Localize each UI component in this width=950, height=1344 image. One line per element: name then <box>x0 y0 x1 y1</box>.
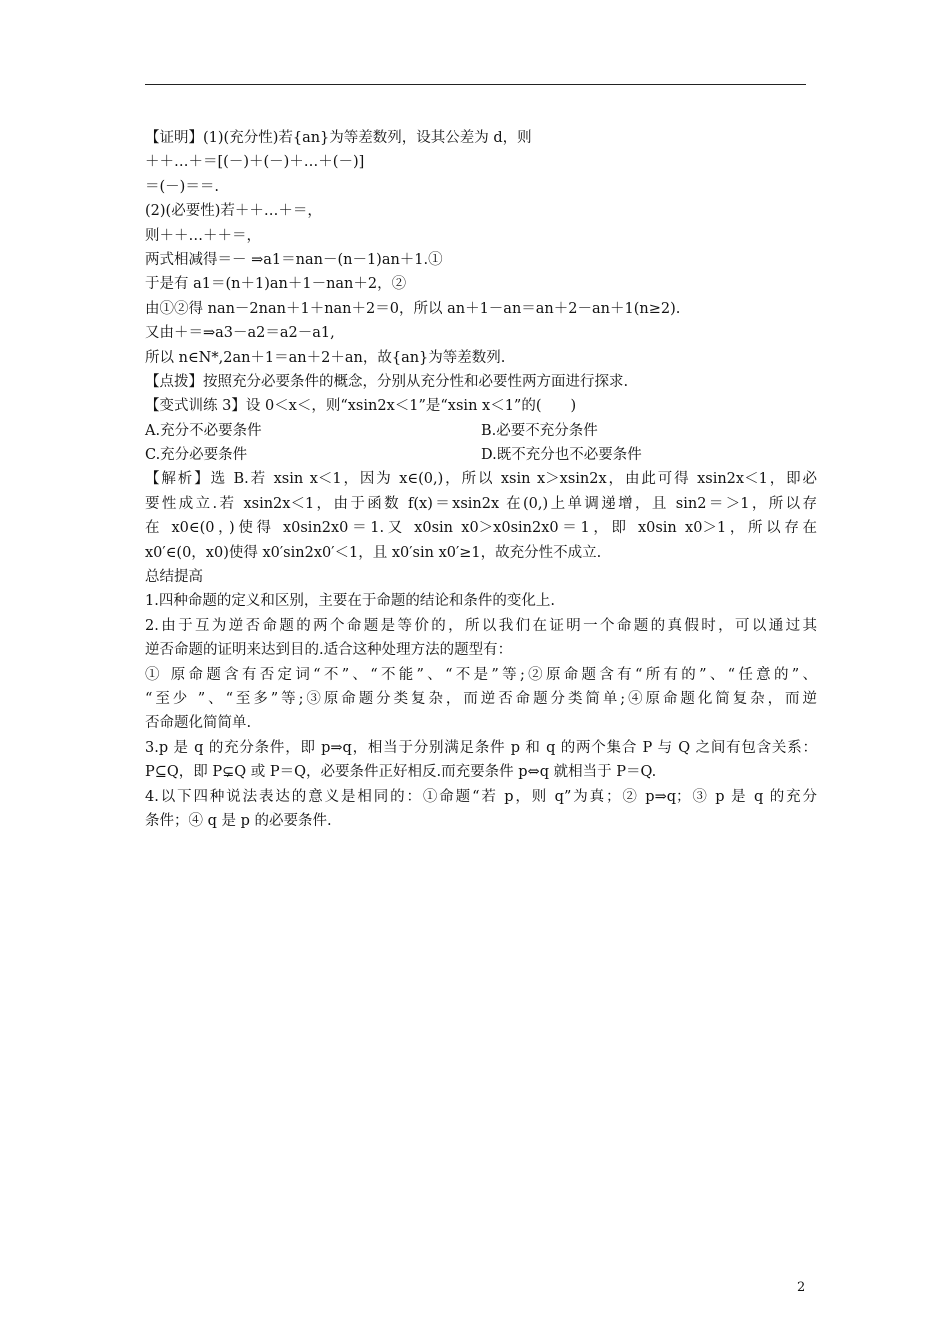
document-body <box>145 126 817 833</box>
text-line: 两式相减得＝－ ⇒a1＝nan－(n－1)an＋1.① <box>145 251 443 268</box>
text-line: 否命题化简简单. <box>145 715 252 732</box>
page-number: 2 <box>797 1280 806 1295</box>
text-line: 【点拨】按照充分必要条件的概念，分别从充分性和必要性两方面进行探求. <box>145 373 629 390</box>
text-line: 所以 n∈N*,2an＋1＝an＋2＋an，故{an}为等差数列. <box>145 349 506 366</box>
options-row <box>145 419 817 443</box>
text-line: 由①②得 nan－2nan＋1＋nan＋2＝0，所以 an＋1－an＝an＋2－an＋1(n≥2). <box>145 300 681 317</box>
text-line: ＝(－)＝＝. <box>145 178 219 195</box>
text-line: 【证明】(1)(充分性)若{an}为等差数列，设其公差为 d，则 <box>145 130 532 146</box>
option-b: B.必要不充分条件 <box>481 422 598 439</box>
text-line: P⊆Q，即 P⊊Q 或 P＝Q，必要条件正好相反.而充要条件 p⇔q 就相当于 P＝Q. <box>145 764 657 781</box>
text-line: 则＋＋…＋＋＝， <box>145 227 261 244</box>
text-line: (2)(必要性)若＋＋…＋＝， <box>145 203 322 220</box>
option-c: C.充分必要条件 <box>145 447 248 464</box>
text-line: x0′∈(0，x0)使得 x0′sin2x0′＜1，且 x0′sin x0′≥1，故充分性不成立. <box>145 544 602 561</box>
text-line: 在 x0∈(0，)使得 x0sin2x0＝1.又 x0sin x0＞x0sin2x0＝1，即 x0sin x0＞1，所以存在 <box>145 520 817 537</box>
text-line: 于是有 a1＝(n＋1)an＋1－nan＋2，② <box>145 276 407 293</box>
exercise-question: 【变式训练 3】设 0＜x＜，则“xsin2x＜1”是“xsin x＜1”的( ) <box>145 398 577 415</box>
text-line: 3.p 是 q 的充分条件，即 p⇒q，相当于分别满足条件 p 和 q 的两个集合 P 与 Q 之间有包含关系： <box>145 739 817 756</box>
text-line: ＋＋…＋＝[(－)＋(－)＋…＋(－)] <box>145 154 365 171</box>
text-line: 4.以下四种说法表达的意义是相同的：①命题“若 p，则 q”为真；② p⇒q；③ p 是 q 的充分 <box>145 788 817 805</box>
section-heading: 总结提高 <box>145 569 203 586</box>
text-line: ① 原命题含有否定词“不”、“不能”、“不是”等;②原命题含有“所有的”、“任意的”、 <box>145 666 817 683</box>
text-line: 又由＋＝⇒a3－a2＝a2－a1, <box>145 325 335 342</box>
text-line: 2.由于互为逆否命题的两个命题是等价的，所以我们在证明一个命题的真假时，可以通过其 <box>145 617 817 634</box>
text-line: 1.四种命题的定义和区别，主要在于命题的结论和条件的变化上. <box>145 593 555 610</box>
text-line: 【解析】选 B.若 xsin x＜1，因为 x∈(0,)，所以 xsin x＞xsin2x，由此可得 xsin2x＜1，即必 <box>145 471 817 488</box>
option-a: A.充分不必要条件 <box>145 422 262 439</box>
options-row <box>145 443 817 467</box>
text-line: 条件；④ q 是 p 的必要条件. <box>145 812 332 829</box>
text-line: 要性成立.若 xsin2x＜1，由于函数 f(x)＝xsin2x 在(0,)上单调递增，且 sin2＝＞1，所以存 <box>145 495 817 512</box>
header-rule <box>145 84 806 85</box>
text-line: 逆否命题的证明来达到目的.适合这种处理方法的题型有： <box>145 642 513 659</box>
option-d: D.既不充分也不必要条件 <box>481 447 642 464</box>
text-line: “至少 ”、“至多”等;③原命题分类复杂，而逆否命题分类简单;④原命题化简复杂，而逆 <box>145 690 817 707</box>
